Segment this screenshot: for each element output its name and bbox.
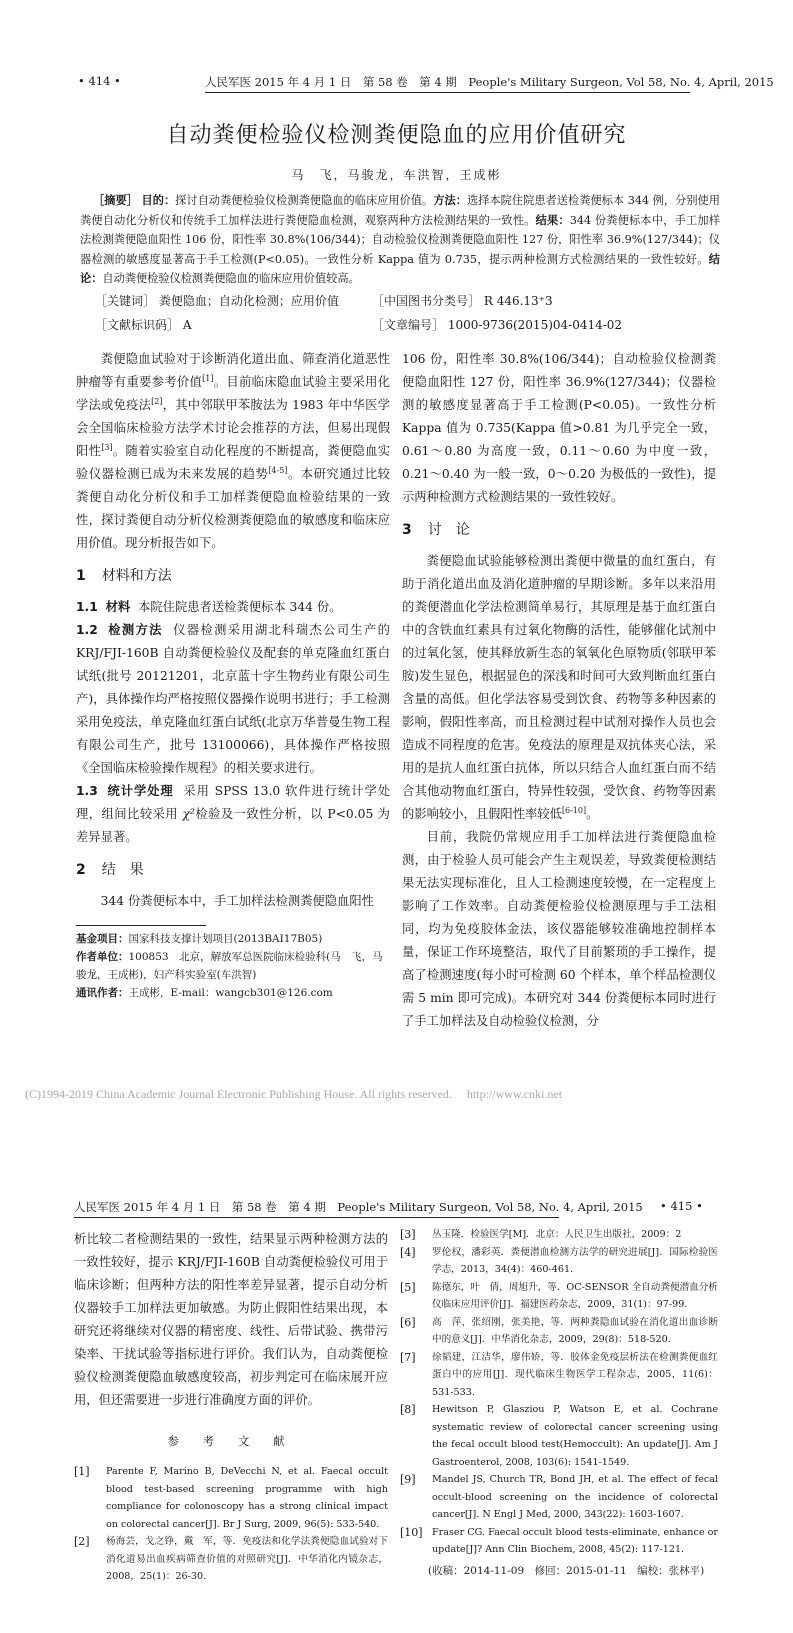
section-heading-2 <box>76 859 390 882</box>
article-no-value: 1000-9736(2015)04-0414-02 <box>447 318 623 332</box>
subsection-text: 本院住院患者送检粪便标本 344 份。 <box>138 600 342 614</box>
subsection-number: 1.2 <box>76 623 98 637</box>
corresponding-text[interactable]: 王成彬，E-mail：wangcb301@126.com <box>128 987 333 999</box>
intro-text: 。目前临床隐血试验主要采用化学法或免疫法 <box>76 375 390 412</box>
subsection-1-3 <box>76 780 390 849</box>
article-number <box>372 316 622 333</box>
affiliation-label: 作者单位： <box>76 951 129 963</box>
reference-number: [7] <box>400 1350 416 1364</box>
citation[interactable]: [2] <box>151 396 163 406</box>
received-dates: (收稿：2014-11-09 修回：2015-01-11 编校：张林平) <box>428 1564 705 1577</box>
clc-label: ［中国图书分类号］ <box>372 294 481 308</box>
intro-text: ，其中邻联甲苯胺法为 1983 年中华医学会全国临床检验方法学术讨论会推荐的方法，但易出现假阳性 <box>76 398 390 458</box>
corresponding-label: 通讯作者： <box>76 987 129 999</box>
reference-item <box>74 1463 388 1533</box>
intro-text: 。本研究通过比较粪便自动化分析仪和手工加样粪便隐血检验结果的一致性，探讨粪便自动分析仪检测粪便隐血的敏感度和临床应用价值。现分析报告如下。 <box>76 467 390 550</box>
reference-number: [2] <box>74 1535 90 1548</box>
objective-text: 探讨自动粪便检验仪检测粪便隐血的临床应用价值。 <box>175 194 434 207</box>
doc-code-value: A <box>182 318 192 332</box>
abstract <box>80 191 720 289</box>
reference-number: [4] <box>400 1245 416 1259</box>
section-number: 1 <box>76 568 86 584</box>
results-label: 结果： <box>535 213 570 227</box>
right-column <box>402 348 716 1033</box>
affiliation-note <box>76 948 390 984</box>
reference-item <box>400 1279 718 1314</box>
discussion-text: 粪便隐血试验能够检测出粪便中微量的血红蛋白，有助于消化道出血及消化道肿瘤的早期诊断。多年以来沿用的粪便潜血化学法检测简单易行，其原理是基于血红蛋白中的含铁血红素具有过氧化物酶的活性，能够催化试剂中的过氧化氢，使其释放新生态的氧氧化色原物质(邻联甲苯胺)发生显色，根据显色的深浅和时间可大致判断血红蛋白含量的高低。但化学法容易受到饮食、药物等多种因素的影响，假阳性率高，而且检测过程中试剂对操作人员也会造成不同程度的危害。免疫法的原理是双抗体夹心法，采用的是抗人血红蛋白抗体，所以只结合人血红蛋白而不结合其他动物血红蛋白，特异性较强，受饮食、药物等因素的影响较小，且假阳性率较低 <box>402 554 716 821</box>
citation[interactable]: [6-10] <box>561 805 587 815</box>
citation[interactable]: [1] <box>202 373 214 383</box>
article-title: 自动粪便检验仪检测粪便隐血的应用价值研究 <box>166 123 627 148</box>
subsection-1-1 <box>76 596 390 619</box>
reference-item <box>400 1524 718 1559</box>
page-number: • 415 • <box>660 1199 703 1213</box>
subsection-title: 统计学处理 <box>107 784 174 798</box>
reference-text: Fraser CG. Faecal occult blood tests-eliminate, enhance or update[J]? Ann Clin Biochem, 2008, 45(2): 117-121. <box>432 1526 718 1555</box>
reference-text: 罗伦权，潘彩英．粪便潜血检测方法学的研究进展[J]．国际检验医学志，2013，34(4)：460-461. <box>432 1246 718 1275</box>
conclusion-text: 自动粪便检验仪检测粪便隐血的临床应用价值较高。 <box>102 272 360 285</box>
citation[interactable]: [4-5] <box>268 465 288 475</box>
discussion-paragraph <box>402 550 716 826</box>
reference-text: Hewitson P, Glasziou P, Watson E, et al. Cochrane systematic review of colorectal cancer screening using the fecal occult blood test(Hemoccult): An update[J]. Am J Gastroenterol, 2008, 103(6): 1541-1549. <box>432 1404 718 1468</box>
subsection-title: 检测方法 <box>108 623 163 637</box>
reference-text: 陈德东，叶 倩，周旭升，等．OC-SENSOR 全自动粪便潜血分析仪临床应用评价[J]．福建医药杂志，2009，31(1)：97-99. <box>432 1281 718 1310</box>
fund-label: 基金项目： <box>76 933 129 945</box>
reference-number: [8] <box>400 1403 416 1416</box>
intro-text: 。随着实验室自动化程度的不断提高，粪便隐血实验仪器检测已成为未来发展的趋势 <box>76 444 390 481</box>
chi-square-symbol: χ² <box>182 807 195 821</box>
results-paragraph-continued: 106 份，阳性率 30.8%(106/344)；自动检验仪检测粪便隐血阳性 127 份，阳性率 36.9%(127/344)；仪器检测的敏感度显著高于手工检测(P<0.05)。一致性分析 Kappa 值为 0.735(Kappa 值>0.81 为几乎完全一致，0.61～0.80 为高度一致，0.11～0.60 为中度一致，0.21～0.40 为一般一致，0～0.20 为极低的一致性)，提示两种检测方式检测结果的一致性较好。 <box>402 352 716 504</box>
subsection-title: 材料 <box>105 600 131 614</box>
discussion-paragraph: 目前，我院仍常规应用手工加样法进行粪便隐血检测，由于检验人员可能会产生主观误差，导致粪便检测结果无法实现标准化，且人工检测速度较慢，在一定程度上影响了工作效率。自动粪便检验仪检测原理与手工法相同，均为免疫胶体金法，该仪器能够较准确地控制样本量，保证工作环境整洁，取代了目前繁琐的手工操作，提高了检测速度(每小时可检测 60 个样本，单个样品检测仪需 5 min 即可完成)。本研究对 344 份粪便标本同时进行了手工加样法及自动检验仪检测，分 <box>402 830 716 1028</box>
reference-item <box>400 1314 718 1349</box>
methods-text: 选择本院住院患者送检粪便标本 344 例，分别使用粪便自动化分析仪和传统手工加样法进行粪便隐血检测，观察两种方法检测结果的一致性。 <box>80 194 720 227</box>
subsection-number: 1.3 <box>76 784 98 798</box>
authors: 马 飞，马骏龙，车洪智，王成彬 <box>291 168 502 182</box>
reference-number: [10] <box>400 1525 423 1539</box>
running-header: 人民军医 2015 年 4 月 1 日 第 58 卷 第 4 期 People's Military Surgeon, Vol 58, No. 4, April, 2015 <box>74 1199 559 1218</box>
reference-item <box>400 1226 718 1244</box>
results-paragraph-start: 344 份粪便标本中，手工加样法检测粪便隐血阳性 <box>100 894 374 908</box>
footnotes <box>76 930 390 1002</box>
section-title: 结 果 <box>101 862 144 878</box>
copyright-notice: (C)1994-2019 China Academic Journal Electronic Publishing House. All rights reserved. http://www.cnki.net <box>25 1087 563 1101</box>
subsection-1-2 <box>76 619 390 780</box>
reference-list <box>74 1463 388 1586</box>
reference-number: [5] <box>400 1280 416 1294</box>
section-heading-1 <box>76 565 390 588</box>
subsection-text: 检验及一致性分析，以 P<0.05 为差异显著。 <box>76 807 390 844</box>
reference-text: 丛玉隆．检验医学[M]．北京：人民卫生出版社，2009：2 <box>432 1229 682 1240</box>
references-heading: 参 考 文 献 <box>167 1434 295 1448</box>
reference-text: Parente F, Marino B, DeVecchi N, et al. Faecal occult blood test-based screening programme with high compliance for colonoscopy has a strong clinical impact on colorectal cancer[J]. Br J Surg, 2009, 96(5): 533-540. <box>106 1466 388 1530</box>
section-number: 2 <box>76 862 86 878</box>
section-title: 讨 论 <box>427 522 470 538</box>
reference-text: 杨海芸，戈之铮，戴 军，等．免疫法和化学法粪便隐血试验对下消化道易出血疾病筛查价值的对照研究[J]．中华消化内镜杂志，2008，25(1)：26-30. <box>106 1536 388 1582</box>
clc-value: R 446.13⁺3 <box>483 294 553 308</box>
reference-text: Mandel JS, Church TR, Bond JH, et al. The effect of fecal occult-blood screening on the incidence of colorectal cancer[J]. N Engl J Med, 2000, 343(22): 1603-1607. <box>432 1474 718 1520</box>
corresponding-note <box>76 984 390 1002</box>
clc-number <box>372 292 553 309</box>
keywords <box>95 292 339 309</box>
subsection-text: 仪器检测采用湖北科瑞杰公司生产的 KRJ/FJI-160B 自动粪便检验仪及配套的单克隆血红蛋白试纸(批号 20121201，北京蓝十字生物药业有限公司生产)，具体操作均严格按照仪器操作说明书进行；手工检测采用免疫法，单克隆血红蛋白试纸(北京万华普曼生物工程有限公司生产，批号 13100066)，具体操作严格按照《全国临床检验操作规程》的相关要求进行。 <box>76 623 390 775</box>
objective-label: 目的： <box>141 194 176 207</box>
discussion-paragraph-continued: 析比较二者检测结果的一致性，结果显示两种检测方法的一致性较好，提示 KRJ/FJI-160B 自动粪便检验仪可用于临床诊断；但两种方法的阳性率差异显著，提示自动分析仪器较手工加样法更加敏感。为防止假阳性结果出现，本研究还将继续对仪器的精密度、线性、后带试验、携带污染率、干扰试验等指标进行评价。我们认为，自动粪便检验仪检测粪便隐血敏感度较高，初步判定可在临床展开应用，但还需要进一步进行准确度方面的评价。 <box>74 1232 388 1407</box>
right-column <box>400 1226 718 1578</box>
footnote-divider <box>76 925 206 926</box>
reference-number: [3] <box>400 1228 416 1241</box>
results-text: 344 份粪便标本中，手工加样法检测粪便隐血阳性 106 份，阳性率 30.8%(106/344)；自动检验仪检测粪便隐血阳性 127 份，阳性率 36.9%(127/344)；仪器检测的敏感度显著高于手工检测(P<0.05)。一致性分析 Kappa 值为 0.735，提示两种检测方式检测结果的一致性较好。 <box>80 213 720 266</box>
reference-item <box>400 1244 718 1279</box>
reference-item <box>74 1533 388 1586</box>
doc-code-label: ［文献标识码］ <box>95 318 180 332</box>
section-number: 3 <box>402 522 412 538</box>
document-code <box>95 316 192 333</box>
reference-text: 高 萍，张绍刚，张美艳，等．两种粪隐血试验在消化道出血诊断中的意义[J]．中华消化杂志，2009，29(8)：518-520. <box>432 1316 718 1345</box>
conclusion-label: 结论： <box>80 252 720 285</box>
affiliation-text: 100853 北京，解放军总医院临床检验科(马 飞，马骏龙，王成彬)，妇产科实验室(车洪智) <box>76 951 383 981</box>
reference-number: [9] <box>400 1473 416 1486</box>
running-header: 人民军医 2015 年 4 月 1 日 第 58 卷 第 4 期 People's Military Surgeon, Vol 58, No. 4, April, 2015 <box>205 74 690 93</box>
reference-item <box>400 1401 718 1471</box>
intro-paragraph <box>76 348 390 555</box>
abstract-label: ［摘要］ <box>93 194 138 207</box>
keywords-value: 粪便隐血；自动化检测；应用价值 <box>158 294 339 308</box>
reference-number: [6] <box>400 1315 416 1329</box>
fund-text: 国家科技支撑计划项目(2013BAI17B05) <box>128 933 323 945</box>
subsection-number: 1.1 <box>76 600 98 614</box>
methods-label: 方法： <box>433 194 467 207</box>
discussion-text: 。 <box>586 807 599 821</box>
reference-number: [1] <box>74 1465 90 1478</box>
reference-item <box>400 1471 718 1524</box>
reference-list <box>400 1226 718 1559</box>
left-column <box>74 1228 388 1586</box>
section-title: 材料和方法 <box>101 568 172 584</box>
subsection-text: 采用 SPSS 13.0 软件进行统计学处理，组间比较采用 <box>76 784 391 821</box>
reference-text: 徐韬建，江洁华，廖伟娇，等．胶体金免疫层析法在检测粪便血红蛋白中的应用[J]．现代临床生物医学工程杂志，2005，11(6)：531-533. <box>432 1351 718 1398</box>
keywords-label: ［关键词］ <box>95 294 156 308</box>
section-heading-3 <box>402 519 716 542</box>
left-column <box>76 348 390 913</box>
fund-note <box>76 930 390 948</box>
article-no-label: ［文章编号］ <box>372 318 445 332</box>
page-number: • 414 • <box>78 74 121 88</box>
citation[interactable]: [3] <box>101 442 113 452</box>
reference-item <box>400 1349 718 1402</box>
intro-text: 粪便隐血试验对于诊断消化道出血、筛查消化道恶性肿瘤等有重要参考价值 <box>76 352 390 389</box>
